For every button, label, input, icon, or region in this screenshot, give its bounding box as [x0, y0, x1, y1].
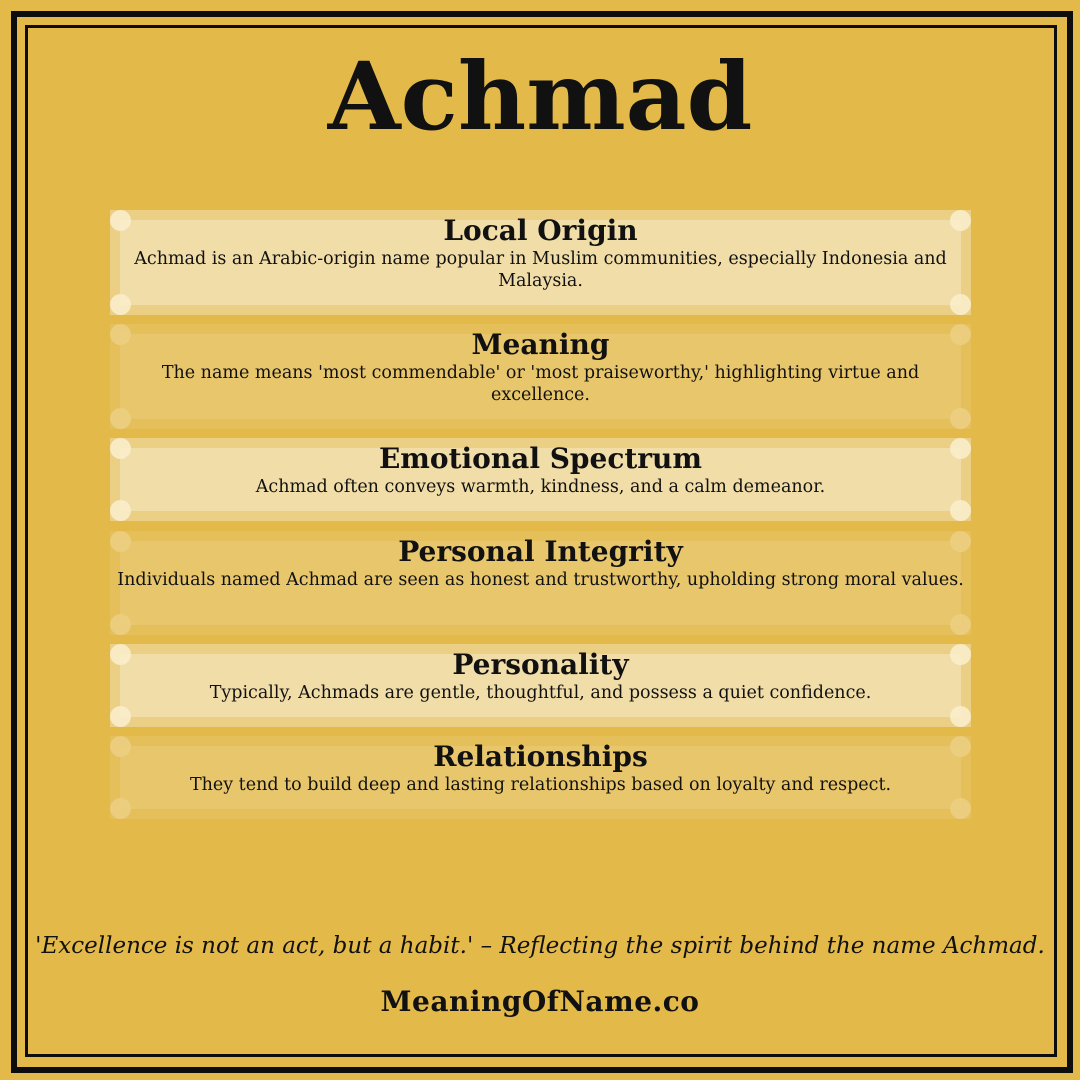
section-heading: Meaning: [471, 328, 610, 361]
section-heading: Personal Integrity: [398, 535, 683, 568]
site-name: MeaningOfName.co: [380, 985, 700, 1018]
section-text: Achmad often conveys warmth, kindness, and a calm demeanor.: [255, 477, 826, 497]
section-card-relationships: [110, 736, 971, 819]
section-text: They tend to build deep and lasting relationships based on loyalty and respect.: [189, 775, 892, 795]
page-title: Achmad: [327, 42, 753, 152]
section-card-local-origin: [110, 210, 971, 315]
section-text: Typically, Achmads are gentle, thoughtful, and possess a quiet confidence.: [209, 683, 872, 703]
section-card-meaning: [110, 324, 971, 429]
section-heading: Relationships: [433, 740, 648, 773]
section-heading: Local Origin: [443, 214, 638, 247]
section-card-emotional-spectrum: [110, 438, 971, 521]
quote: 'Excellence is not an act, but a habit.' – Reflecting the spirit behind the name Achmad.: [35, 933, 1045, 959]
section-heading: Emotional Spectrum: [378, 442, 703, 475]
section-text: The name means 'most commendable' or 'most praiseworthy,' highlighting virtue and excellence.: [161, 363, 920, 405]
section-card-personality: [110, 644, 971, 727]
section-heading: Personality: [452, 648, 629, 681]
section-text: Achmad is an Arabic-origin name popular in Muslim communities, especially Indonesia and Malaysia.: [134, 249, 947, 291]
section-text: Individuals named Achmad are seen as honest and trustworthy, upholding strong moral values.: [117, 570, 964, 590]
section-card-personal-integrity: [110, 531, 971, 635]
